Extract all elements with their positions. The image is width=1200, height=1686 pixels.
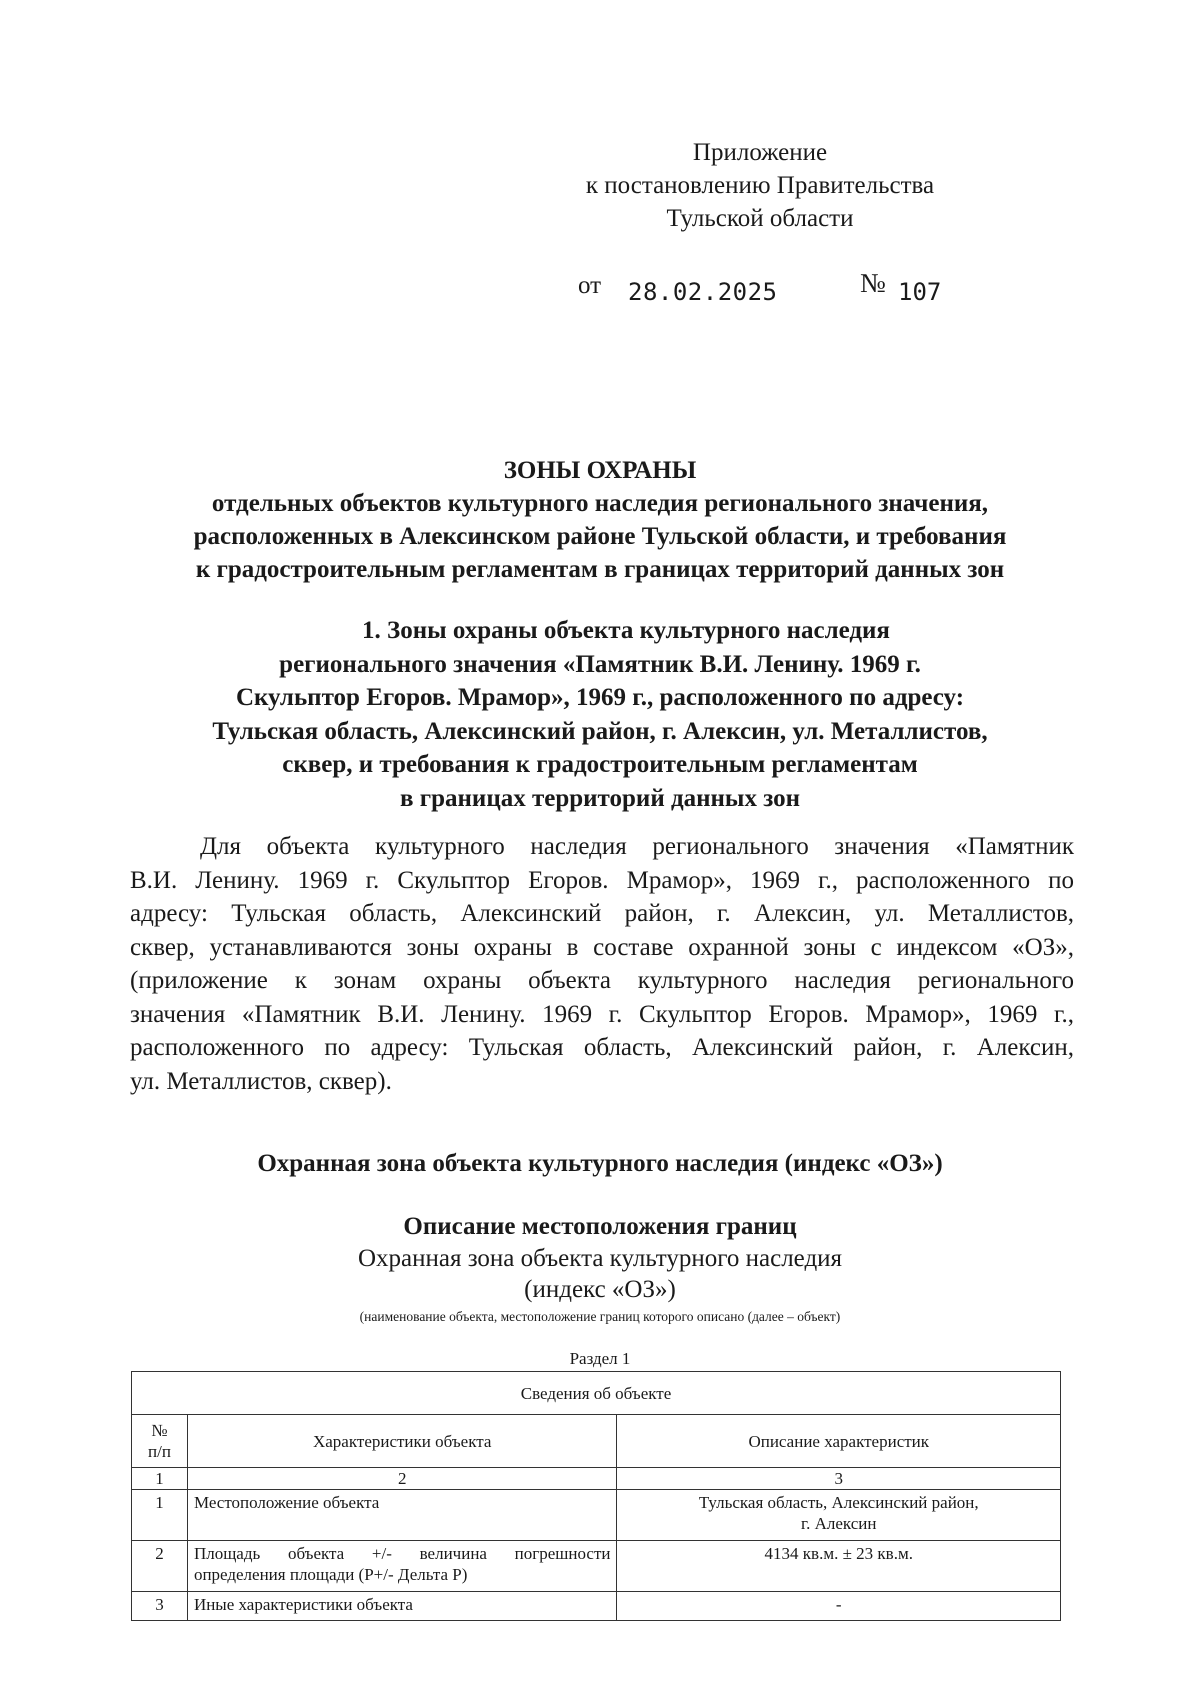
- column-header-characteristics: Характеристики объекта: [187, 1415, 617, 1468]
- table-row: [132, 1592, 1061, 1621]
- row-description-line: Тульская область, Алексинский район,: [698, 1493, 979, 1512]
- paragraph-line: (приложение к зонам охраны объекта культурного наследия регионального: [130, 967, 1074, 994]
- column-header-description: Описание характеристик: [617, 1415, 1061, 1468]
- number-sign-label: №: [151, 1421, 168, 1440]
- number-sign: №: [860, 268, 886, 298]
- column-index: 3: [617, 1468, 1061, 1490]
- description-subtitle: Охранная зона объекта культурного наследия: [357, 1245, 843, 1272]
- decree-date: 28.02.2025: [628, 278, 778, 306]
- section-heading-line: регионального значения «Памятник В.И. Ленину. 1969 г.: [279, 650, 921, 678]
- row-characteristic: Местоположение объекта: [187, 1490, 617, 1541]
- section-heading-line: сквер, и требования к градостроительным регламентам: [282, 751, 918, 778]
- table-header-row: [132, 1415, 1061, 1468]
- paragraph-line: расположенного по адресу: Тульская область, Алексинский район, г. Алексин,: [130, 1034, 1074, 1061]
- row-description: 4134 кв.м. ± 23 кв.м.: [617, 1541, 1061, 1592]
- column-index: 1: [132, 1468, 188, 1490]
- from-label: от: [578, 272, 602, 299]
- row-description: -: [617, 1592, 1061, 1621]
- section-heading-line: Тульская область, Алексинский район, г. Алексин, ул. Металлистов,: [212, 717, 988, 745]
- row-characteristic: [187, 1541, 617, 1592]
- decree-number: 107: [898, 278, 942, 306]
- section-heading-line: 1. Зоны охраны объекта культурного наследия: [362, 617, 890, 644]
- table-row: [132, 1541, 1061, 1592]
- column-header-number: [132, 1415, 188, 1468]
- row-description: [617, 1490, 1061, 1541]
- object-info-table: [131, 1371, 1061, 1621]
- paragraph-line: значения «Памятник В.И. Ленину. 1969 г. Скульптор Егоров. Мрамор», 1969 г.,: [130, 1000, 1074, 1028]
- title-line: к градостроительным регламентам в границах территорий данных зон: [195, 556, 1005, 583]
- number-abbr-label: п/п: [148, 1442, 171, 1461]
- row-description-line: г. Алексин: [801, 1514, 877, 1533]
- row-characteristic-line: определения площади (Р+/- Дельта Р): [193, 1565, 468, 1584]
- paragraph-line: ул. Металлистов, сквер).: [130, 1067, 392, 1095]
- title-line: отдельных объектов культурного наследия регионального значения,: [211, 490, 989, 517]
- document-title: [130, 454, 1070, 586]
- description-subtitle: (индекс «ОЗ»): [524, 1276, 676, 1303]
- row-number: 2: [132, 1541, 188, 1592]
- appendix-header: [560, 136, 960, 235]
- body-paragraph: [130, 830, 1074, 1098]
- section-heading: [130, 614, 1070, 815]
- description-note: (наименование объекта, местоположение границ которого описано (далее – объект): [359, 1309, 841, 1324]
- paragraph-line: сквер, устанавливаются зоны охраны в составе охранной зоны с индексом «ОЗ»,: [130, 933, 1074, 961]
- row-characteristic: Иные характеристики объекта: [187, 1592, 617, 1621]
- row-number: 3: [132, 1592, 188, 1621]
- section-label: Раздел 1: [569, 1349, 631, 1368]
- table-index-row: [132, 1468, 1061, 1490]
- table-caption: Сведения об объекте: [132, 1372, 1061, 1415]
- title-line: расположенных в Алексинском районе Тульской области, и требования: [193, 523, 1007, 550]
- row-characteristic-line: Площадь объекта +/- величина погрешности: [193, 1544, 611, 1563]
- zone-heading: Охранная зона объекта культурного наследия (индекс «ОЗ»): [257, 1150, 943, 1177]
- appendix-line: к постановлению Правительства: [585, 172, 935, 199]
- row-number: 1: [132, 1490, 188, 1541]
- appendix-line: Приложение: [692, 139, 828, 166]
- paragraph-line: адресу: Тульская область, Алексинский район, г. Алексин, ул. Металлистов,: [130, 900, 1074, 927]
- table-caption-row: [132, 1372, 1061, 1415]
- appendix-line: Тульской области: [666, 205, 854, 232]
- description-title: Описание местоположения границ: [403, 1213, 797, 1240]
- column-index: 2: [187, 1468, 617, 1490]
- paragraph-line: Для объекта культурного наследия регионального значения «Памятник: [200, 833, 1074, 860]
- paragraph-line: В.И. Ленину. 1969 г. Скульптор Егоров. Мрамор», 1969 г., расположенного по: [130, 866, 1074, 894]
- section-heading-line: в границах территорий данных зон: [400, 784, 800, 812]
- boundary-description: [130, 1210, 1070, 1327]
- section-heading-line: Скульптор Егоров. Мрамор», 1969 г., расположенного по адресу:: [235, 684, 965, 711]
- title-line: ЗОНЫ ОХРАНЫ: [503, 457, 697, 484]
- table-row: [132, 1490, 1061, 1541]
